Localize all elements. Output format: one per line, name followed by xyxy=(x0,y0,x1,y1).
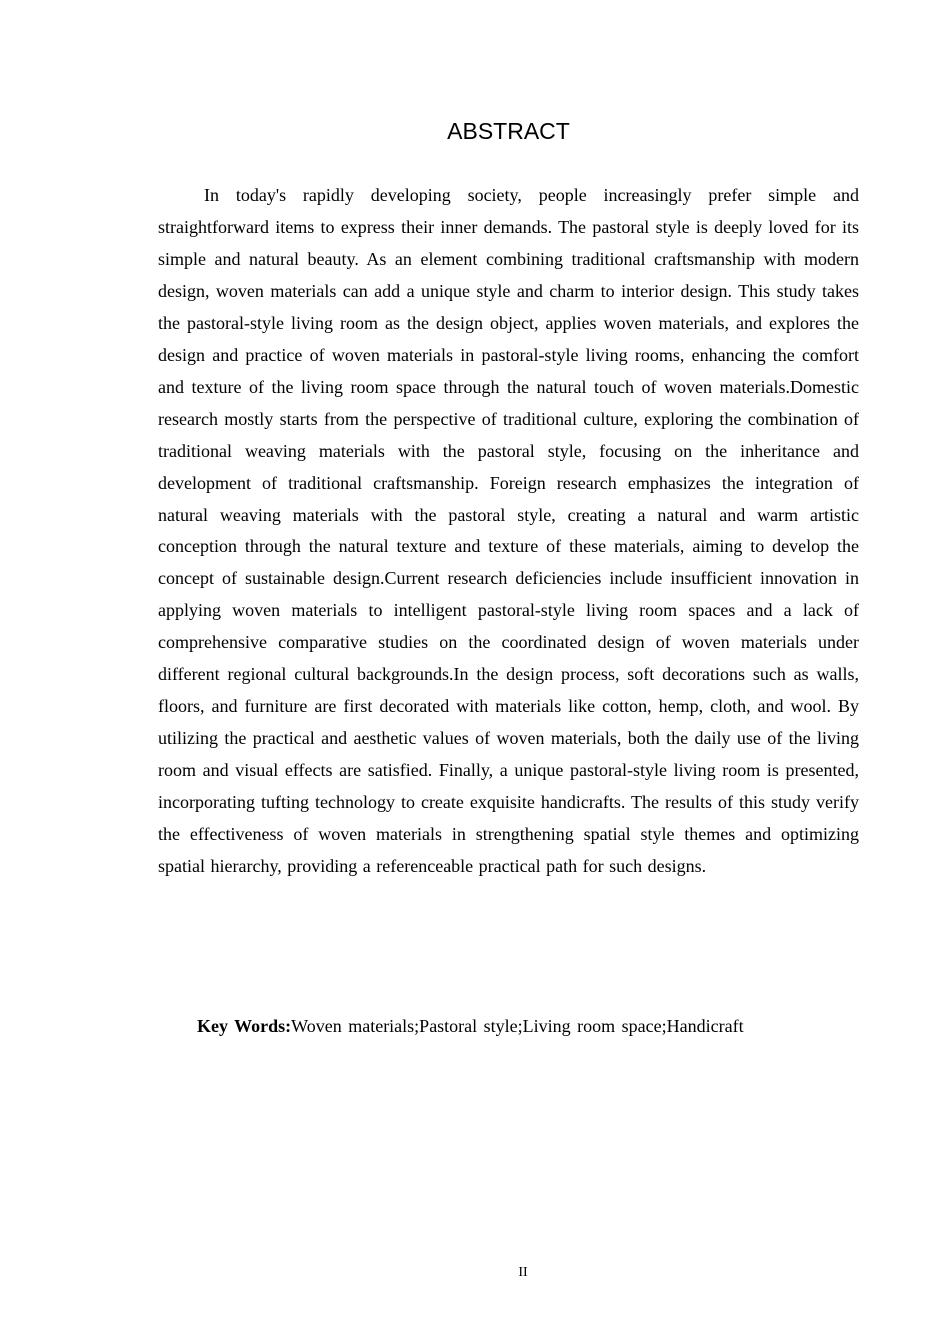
abstract-title: ABSTRACT xyxy=(447,118,570,144)
keywords-line xyxy=(158,1010,859,1042)
abstract-paragraph: In today's rapidly developing society, people increasingly prefer simple and straightforward items to express their inner demands. The pastoral style is deeply loved for its simple and natural beauty. As an element combining traditional craftsmanship with modern design, woven materials can add a unique style and charm to interior design. This study takes the pastoral-style living room as the design object, applies woven materials, and explores the design and practice of woven materials in pastoral-style living rooms, enhancing the comfort and texture of the living room space through the natural touch of woven materials.Domestic research mostly starts from the perspective of traditional culture, exploring the combination of traditional weaving materials with the pastoral style, focusing on the inheritance and development of traditional craftsmanship. Foreign research emphasizes the integration of natural weaving materials with the pastoral style, creating a natural and warm artistic conception through the natural texture and texture of these materials, aiming to develop the concept of sustainable design.Current research deficiencies include insufficient innovation in applying woven materials to intelligent pastoral-style living room spaces and a lack of comprehensive comparative studies on the coordinated design of woven materials under different regional cultural backgrounds.In the design process, soft decorations such as walls, floors, and furniture are first decorated with materials like cotton, hemp, cloth, and wool. By utilizing the practical and aesthetic values of woven materials, both the daily use of the living room and visual effects are satisfied. Finally, a unique pastoral-style living room is presented, incorporating tufting technology to create exquisite handicrafts. The results of this study verify the effectiveness of woven materials in strengthening spatial style themes and optimizing spatial hierarchy, providing a referenceable practical path for such designs. xyxy=(158,185,859,877)
page-number: II xyxy=(518,1265,528,1280)
keywords-text: Woven materials;Pastoral style;Living room space;Handicraft xyxy=(291,1016,744,1036)
keywords-label: Key Words: xyxy=(197,1016,292,1036)
